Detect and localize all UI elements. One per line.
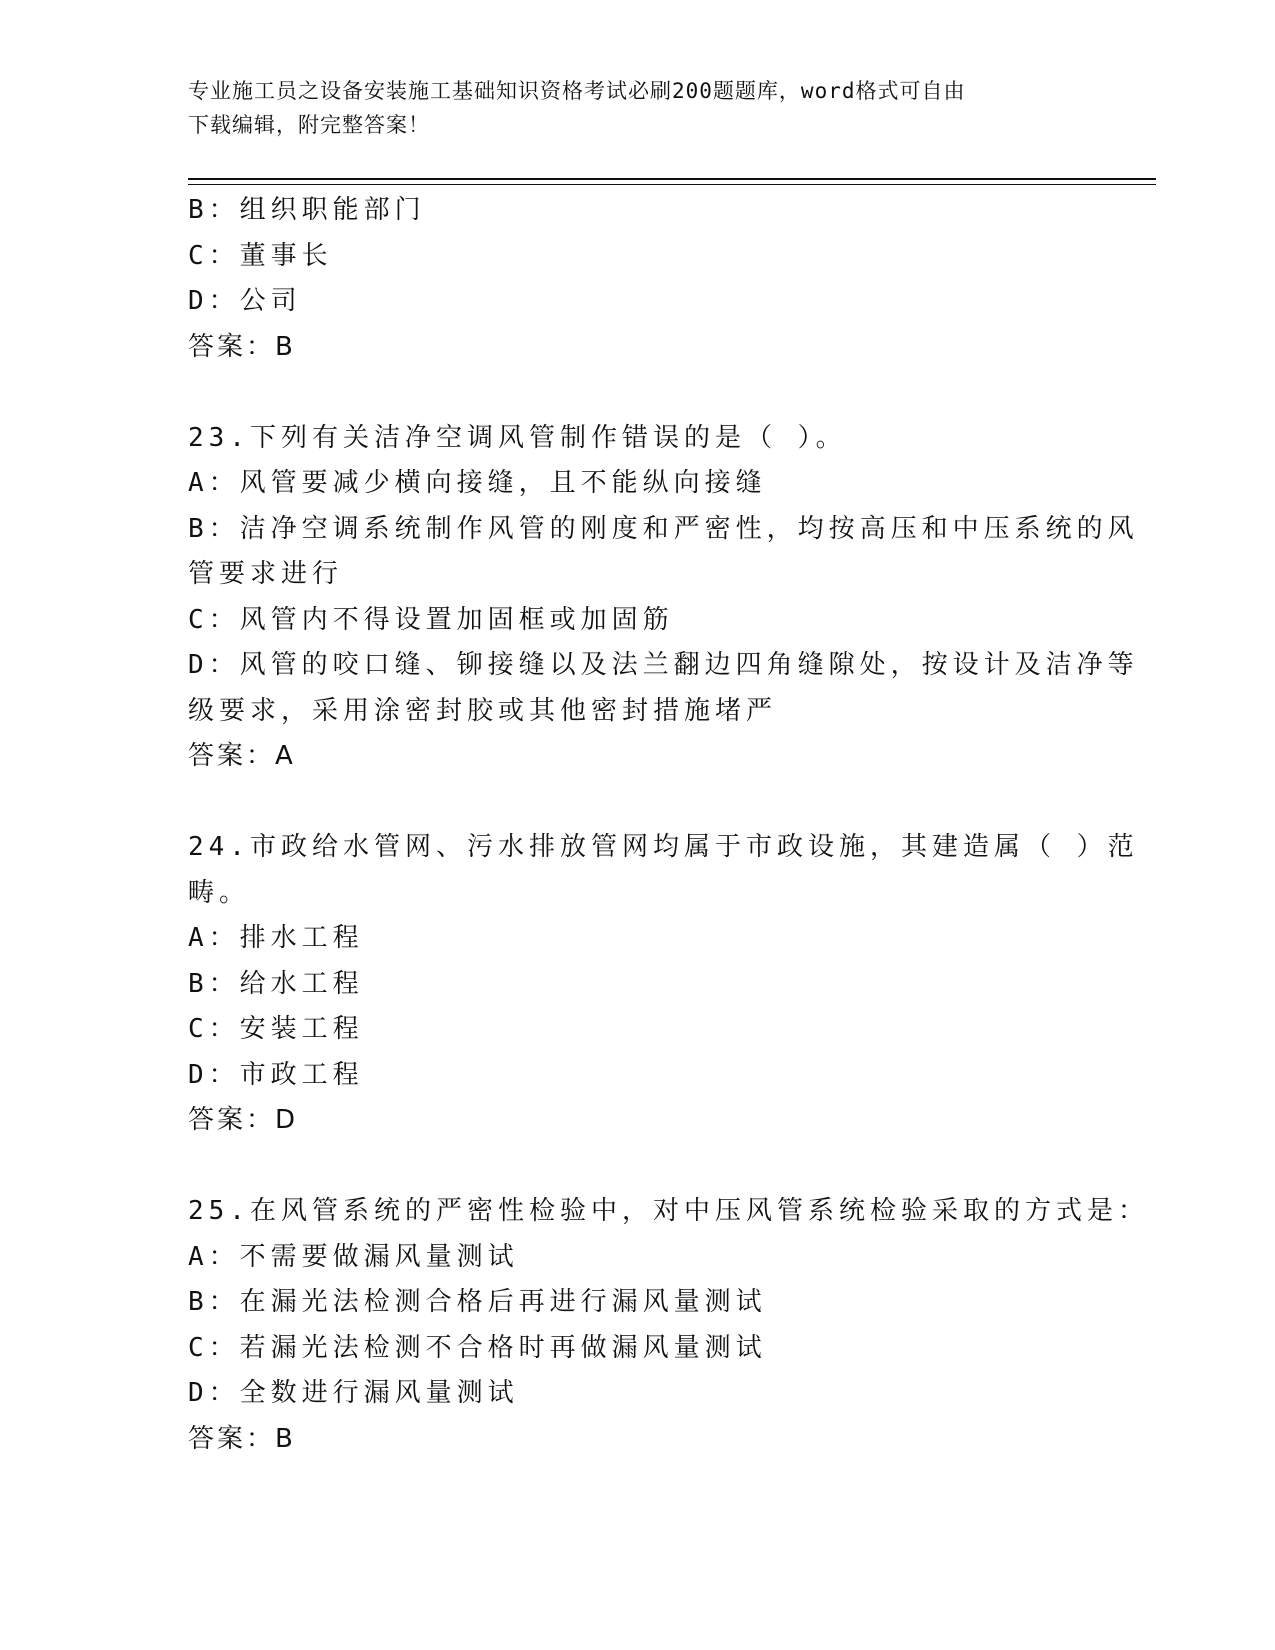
answer-line: 答案：A bbox=[188, 741, 296, 771]
option-line: C：董事长 bbox=[188, 240, 333, 271]
option-line: D：全数进行漏风量测试 bbox=[188, 1378, 519, 1408]
question-stem: 25.在风管系统的严密性检验中，对中压风管系统检验采取的方式是： bbox=[188, 1196, 1149, 1226]
option-line: C：风管内不得设置加固框或加固筋 bbox=[188, 604, 674, 635]
option-line: B：在漏光法检测合格后再进行漏风量测试 bbox=[188, 1287, 767, 1317]
option-line: B：给水工程 bbox=[188, 968, 364, 999]
option-line: D：风管的咬口缝、铆接缝以及法兰翻边四角缝隙处，按设计及洁净等 bbox=[188, 650, 1139, 680]
option-line: B：组织职能部门 bbox=[188, 195, 426, 225]
question-25 bbox=[188, 1189, 1149, 1462]
question-list bbox=[188, 188, 1149, 1462]
previous-question-tail bbox=[188, 188, 1088, 370]
header-rule-thin bbox=[188, 184, 1156, 185]
document-header bbox=[188, 74, 1088, 142]
option-line: B：洁净空调系统制作风管的刚度和严密性，均按高压和中压系统的风 bbox=[188, 513, 1139, 544]
header-title-line-2: 下载编辑，附完整答案！ bbox=[188, 113, 430, 137]
question-stem: 23.下列有关洁净空调风管制作错误的是（ ）。 bbox=[188, 422, 847, 453]
option-line-continued: 管要求进行 bbox=[188, 559, 344, 589]
question-24 bbox=[188, 825, 1139, 1144]
answer-line: 答案：B bbox=[188, 331, 296, 362]
question-spacer bbox=[188, 1144, 1088, 1190]
option-line: D：公司 bbox=[188, 286, 302, 316]
question-stem: 24.市政给水管网、污水排放管网均属于市政设施，其建造属（ ）范 bbox=[188, 832, 1139, 862]
option-line: C：安装工程 bbox=[188, 1014, 364, 1044]
option-line: A：风管要减少横向接缝，且不能纵向接缝 bbox=[188, 468, 767, 498]
question-spacer bbox=[188, 370, 1088, 416]
header-title-line-1: 专业施工员之设备安装施工基础知识资格考试必刷200题题库，word格式可自由 bbox=[188, 79, 966, 103]
option-line: C：若漏光法检测不合格时再做漏风量测试 bbox=[188, 1332, 767, 1363]
header-rule-thick bbox=[188, 178, 1156, 180]
option-line-continued: 级要求，采用涂密封胶或其他密封措施堵严 bbox=[188, 695, 778, 726]
answer-line: 答案：D bbox=[188, 1105, 299, 1135]
option-line: A：不需要做漏风量测试 bbox=[188, 1241, 519, 1272]
option-line: D：市政工程 bbox=[188, 1059, 364, 1090]
question-23 bbox=[188, 416, 1139, 780]
option-line: A：排水工程 bbox=[188, 923, 364, 953]
question-stem-continued: 畴。 bbox=[188, 877, 251, 908]
question-spacer bbox=[188, 780, 1088, 826]
answer-line: 答案：B bbox=[188, 1423, 296, 1454]
